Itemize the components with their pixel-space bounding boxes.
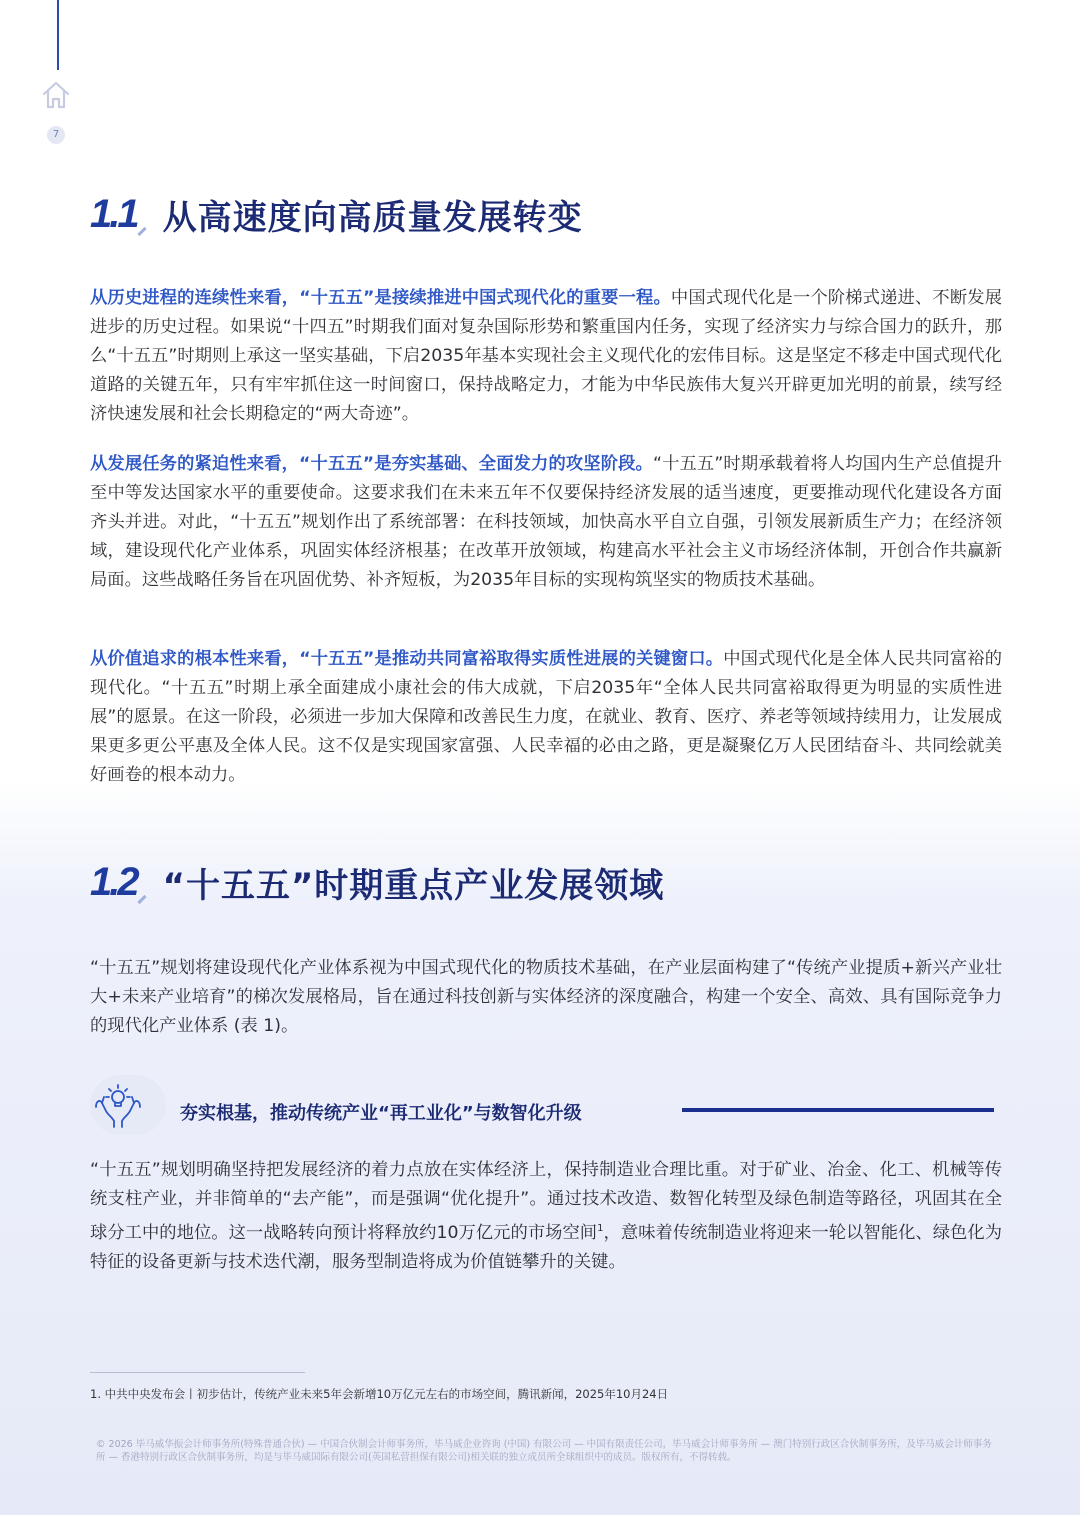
paragraph-highlight: 从历史进程的连续性来看，“十五五”是接续推进中国式现代化的重要一程。 xyxy=(90,288,671,308)
section-1-heading xyxy=(90,190,583,239)
paragraph-body: 中国式现代化是一个阶梯式递进、不断发展进步的历史过程。如果说“十四五”时期我们面对复杂国际形势和繁重国内任务，实现了经济实力与综合国力的跃升，那么“十五五”时期则上承这一坚实基础，下启2035年基本实现社会主义现代化的宏伟目标。这是坚定不移走中国式现代化道路的关键五年，只有牢牢抓住这一时间窗口，保持战略定力，才能为中华民族伟大复兴开辟更加光明的前景，续写经济快速发展和社会长期稳定的“两大奇迹”。 xyxy=(90,288,1002,424)
paragraph-history xyxy=(90,284,1002,429)
section-2-intro: “十五五”规划将建设现代化产业体系视为中国式现代化的物质技术基础，在产业层面构建了“传统产业提质+新兴产业壮大+未来产业培育”的梯次发展格局，旨在通过科技创新与实体经济的深度融合，构建一个安全、高效、具有国际竞争力的现代化产业体系 (表 1)。 xyxy=(90,958,1002,1036)
subsection-title: 夯实根基，推动传统产业“再工业化”与数智化升级 xyxy=(180,1103,582,1124)
hands-lightbulb-icon xyxy=(90,1075,166,1135)
section-2-title: “十五五”时期重点产业发展领域 xyxy=(162,866,665,906)
section-1-title: 从高速度向高质量发展转变 xyxy=(162,198,583,238)
paragraph-highlight: 从价值追求的根本性来看，“十五五”是推动共同富裕取得实质性进展的关键窗口。 xyxy=(90,649,724,669)
section-2-number: 1.2 xyxy=(90,860,143,905)
section-2-heading xyxy=(90,858,664,907)
subsection-icon-badge xyxy=(90,1075,166,1135)
page-number: 7 xyxy=(47,126,65,144)
top-vertical-line xyxy=(57,0,59,70)
paragraph-body: “十五五”时期承载着将人均国内生产总值提升至中等发达国家水平的重要使命。这要求我们在未来五年不仅要保持经济发展的适当速度，更要推动现代化建设各方面齐头并进。对此，“十五五”规划作出了系统部署：在科技领域，加快高水平自立自强，引领发展新质生产力；在经济领域，建设现代化产业体系，巩固实体经济根基；在改革开放领域，构建高水平社会主义市场经济体制，开创合作共赢新局面。这些战略任务旨在巩固优势、补齐短板，为2035年目标的实现构筑坚实的物质技术基础。 xyxy=(90,454,1002,590)
paragraph-urgency xyxy=(90,450,1002,595)
home-icon[interactable] xyxy=(40,79,72,111)
paragraph-body: 中国式现代化是全体人民共同富裕的现代化。“十五五”时期上承全面建成小康社会的伟大成就，下启2035年“全体人民共同富裕取得更为明显的实质性进展”的愿景。在这一阶段，必须进一步加大保障和改善民生力度，在就业、教育、医疗、养老等领域持续用力，让发展成果更多更公平惠及全体人民。这不仅是实现国家富强、人民幸福的必由之路，更是凝聚亿万人民团结奋斗、共同绘就美好画卷的根本动力。 xyxy=(90,649,1002,785)
footnote: 1. 中共中央发布会丨初步估计，传统产业未来5年会新增10万亿元左右的市场空间，腾讯新闻，2025年10月24日 xyxy=(90,1387,669,1401)
paragraph-highlight: 从发展任务的紧迫性来看，“十五五”是夯实基础、全面发力的攻坚阶段。 xyxy=(90,454,653,474)
footnote-divider xyxy=(90,1372,305,1373)
subsection-divider xyxy=(682,1108,994,1112)
subsection-text-part1: “十五五”规划明确坚持把发展经济的着力点放在实体经济上，保持制造业合理比重。对于矿业、冶金、化工、机械等传统支柱产业，并非简单的“去产能”，而是强调“优化提升”。通过技术改造、数智化转型及绿色制造等路径，巩固其在全球分工中的地位。这一战略转向预计将释放约10万亿元的市场空间 xyxy=(90,1160,1002,1243)
footnote-ref[interactable]: 1 xyxy=(597,1223,604,1234)
copyright-notice: © 2026 毕马威华振会计师事务所(特殊普通合伙) — 中国合伙制会计师事务所，毕马威企业咨询 (中国) 有限公司 — 中国有限责任公司，毕马威会计师事务所 — 澳门特别行政区合伙制事务所，及毕马威会计师事务所 — 香港特别行政区合伙制事务所，均是与毕马威国际有限公司(英国私营担保有限公司)相关联的独立成员所全球组织中的成员。版权所有，不得转载。 xyxy=(96,1439,992,1463)
subsection-paragraph xyxy=(90,1156,1002,1277)
section-1-number: 1.1 xyxy=(90,192,143,237)
subsection-text-part2: ，意味着传统制造业将迎来一轮以智能化、绿色化为特征的设备更新与技术迭代潮，服务型制造将成为价值链攀升的关键。 xyxy=(90,1222,1002,1272)
paragraph-value xyxy=(90,645,1002,790)
